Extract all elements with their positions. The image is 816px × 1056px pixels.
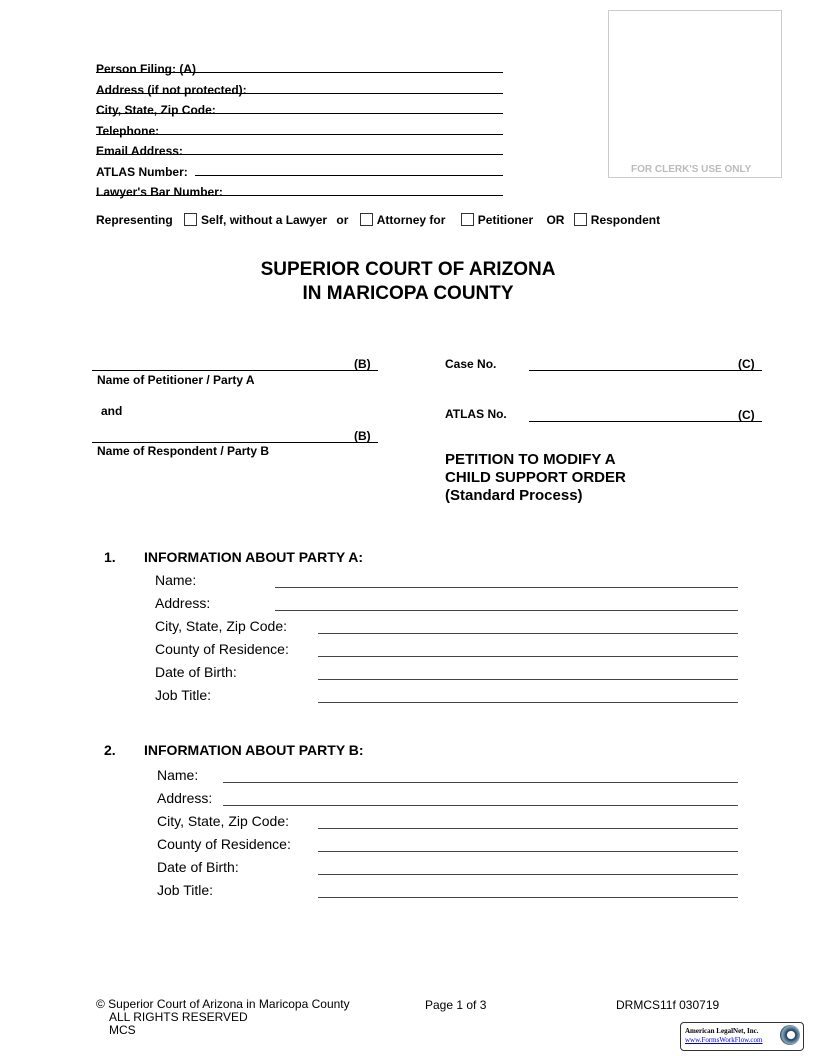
party-field-label: Address: bbox=[157, 790, 213, 806]
header-field-label: Email Address: bbox=[96, 144, 183, 158]
court-title bbox=[0, 258, 816, 306]
party-field-input[interactable] bbox=[318, 897, 738, 898]
self-label: Self, without a Lawyer bbox=[201, 213, 328, 227]
party-field-input[interactable] bbox=[318, 702, 738, 703]
section-number: 2. bbox=[104, 742, 116, 758]
c-marker: (C) bbox=[738, 357, 755, 371]
header-field-label: City, State, Zip Code: bbox=[96, 103, 216, 117]
party-field-label: Date of Birth: bbox=[155, 664, 237, 680]
party-field-label: County of Residence: bbox=[157, 836, 291, 852]
party-field-input[interactable] bbox=[275, 587, 738, 588]
party-field-label: Address: bbox=[155, 595, 211, 611]
page-number: Page 1 of 3 bbox=[425, 998, 487, 1012]
b-marker-2: (B) bbox=[354, 429, 371, 443]
party-field-input[interactable] bbox=[275, 610, 738, 611]
section-title: INFORMATION ABOUT PARTY A: bbox=[144, 549, 364, 565]
party-field-label: City, State, Zip Code: bbox=[157, 813, 290, 829]
party-field-input[interactable] bbox=[223, 782, 738, 783]
header-field-label: Lawyer's Bar Number: bbox=[96, 185, 223, 199]
party-field-label: Job Title: bbox=[157, 882, 214, 898]
b-marker: (B) bbox=[354, 357, 371, 371]
header-field-input[interactable] bbox=[96, 72, 503, 73]
party-field-input[interactable] bbox=[318, 874, 738, 875]
party-field-label: County of Residence: bbox=[155, 641, 289, 657]
header-field-input[interactable] bbox=[96, 93, 503, 94]
logo-name: American LegalNet, Inc. bbox=[685, 1027, 759, 1035]
respondent-line[interactable] bbox=[92, 442, 378, 443]
logo-url[interactable]: www.FormsWorkFlow.com bbox=[685, 1036, 763, 1044]
header-field-label: Address (if not protected): bbox=[96, 82, 247, 97]
header-field-label: ATLAS Number: bbox=[96, 164, 188, 179]
and-label: and bbox=[101, 404, 123, 418]
section-title: INFORMATION ABOUT PARTY B: bbox=[144, 742, 364, 758]
header-field-input[interactable] bbox=[195, 175, 503, 176]
or-label: or bbox=[336, 213, 349, 227]
party-field-label: Name: bbox=[157, 767, 199, 783]
representing-row bbox=[96, 213, 660, 227]
title-line-2: CHILD SUPPORT ORDER bbox=[445, 469, 626, 486]
petitioner-line[interactable] bbox=[92, 370, 378, 371]
title-line-3: (Standard Process) bbox=[445, 487, 583, 504]
form-id: DRMCS11f 030719 bbox=[616, 998, 720, 1012]
party-field-input[interactable] bbox=[223, 805, 738, 806]
attorney-checkbox[interactable] bbox=[360, 213, 373, 226]
title-line-1: PETITION TO MODIFY A bbox=[445, 451, 616, 468]
clerk-box-label: FOR CLERK'S USE ONLY bbox=[631, 164, 752, 175]
respondent-label: Name of Respondent / Party B bbox=[97, 444, 270, 458]
respondent-label: Respondent bbox=[590, 213, 661, 227]
header-field-input[interactable] bbox=[96, 195, 503, 196]
self-checkbox[interactable] bbox=[184, 213, 197, 226]
petition-title bbox=[445, 451, 626, 505]
header-field-input[interactable] bbox=[96, 134, 503, 135]
representing-label: Representing bbox=[96, 213, 173, 227]
atlas-no-label: ATLAS No. bbox=[445, 407, 507, 421]
header-field-label: Telephone: bbox=[96, 123, 160, 138]
legalnet-logo[interactable] bbox=[680, 1022, 804, 1051]
or-label-2: OR bbox=[546, 213, 565, 227]
party-field-input[interactable] bbox=[318, 828, 738, 829]
code: MCS bbox=[109, 1023, 136, 1037]
petitioner-checkbox[interactable] bbox=[461, 213, 474, 226]
party-field-label: Date of Birth: bbox=[157, 859, 239, 875]
party-field-label: Job Title: bbox=[155, 687, 212, 703]
court-name: SUPERIOR COURT OF ARIZONA bbox=[260, 259, 556, 280]
respondent-checkbox[interactable] bbox=[574, 213, 587, 226]
rights: ALL RIGHTS RESERVED bbox=[109, 1010, 248, 1024]
atlas-no-field[interactable] bbox=[529, 421, 762, 422]
globe-icon bbox=[780, 1025, 800, 1045]
county-name: IN MARICOPA COUNTY bbox=[302, 283, 514, 304]
header-field-input[interactable] bbox=[96, 154, 503, 155]
party-field-label: City, State, Zip Code: bbox=[155, 618, 288, 634]
party-field-label: Name: bbox=[155, 572, 197, 588]
case-no-label: Case No. bbox=[445, 357, 497, 371]
c-marker-2: (C) bbox=[738, 408, 755, 422]
copyright: © Superior Court of Arizona in Maricopa County bbox=[96, 997, 350, 1011]
footer-left bbox=[96, 998, 350, 1037]
section-number: 1. bbox=[104, 549, 116, 565]
attorney-label: Attorney for bbox=[376, 213, 446, 227]
header-field-input[interactable] bbox=[96, 113, 503, 114]
petitioner-label: Petitioner bbox=[477, 213, 534, 227]
party-field-input[interactable] bbox=[318, 633, 738, 634]
clerk-box bbox=[608, 10, 782, 178]
party-field-input[interactable] bbox=[318, 679, 738, 680]
header-field-label: Person Filing: (A) bbox=[96, 62, 196, 76]
party-field-input[interactable] bbox=[318, 656, 738, 657]
case-no-field[interactable] bbox=[529, 370, 762, 371]
petitioner-label: Name of Petitioner / Party A bbox=[97, 373, 255, 387]
party-field-input[interactable] bbox=[318, 851, 738, 852]
